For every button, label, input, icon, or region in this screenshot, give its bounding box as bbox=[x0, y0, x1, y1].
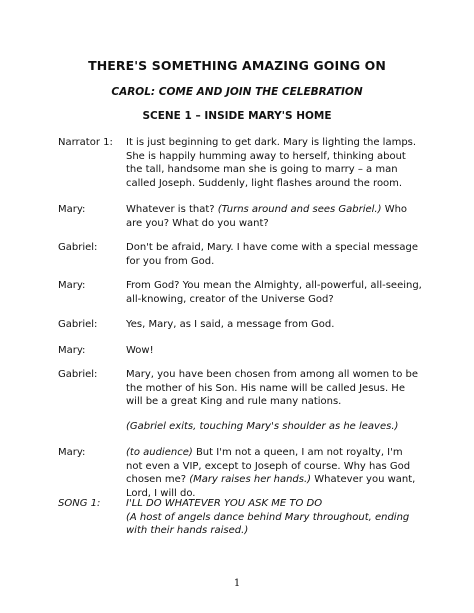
speech-text bbox=[126, 344, 422, 358]
song-label: SONG 1: bbox=[58, 498, 101, 509]
speech-segment: Whatever is that? bbox=[126, 204, 218, 215]
speech-text bbox=[126, 368, 422, 409]
speech-text bbox=[126, 446, 422, 500]
speech-segment: But I'm not a queen, I am not royalty, I'm not even a VIP, except to Joseph of course. Why has God chosen me? bbox=[126, 447, 411, 486]
speaker-label: Mary: bbox=[58, 345, 86, 356]
speaker-label: Mary: bbox=[58, 447, 86, 458]
speech-segment: It is just beginning to get dark. Mary is lighting the lamps. She is happily humming away to herself, thinking about the tall, handsome man she is going to marry – a man called Joseph. Suddenly, light flashes around the room. bbox=[126, 137, 417, 189]
speech-segment: Who are you? What do you want? bbox=[126, 204, 408, 229]
stage-direction: (to audience) bbox=[126, 447, 193, 458]
speech-text bbox=[126, 241, 422, 268]
speaker-label: Gabriel: bbox=[58, 242, 98, 253]
speech-segment: From God? You mean the Almighty, all-powerful, all-seeing, all-knowing, creator of the Universe God? bbox=[126, 280, 422, 305]
speaker-label: Gabriel: bbox=[58, 319, 98, 330]
speech-segment: Mary, you have been chosen from among all women to be the mother of his Son. His name will be called Jesus. He will be a great King and rule many nations. bbox=[126, 369, 419, 408]
speech-text bbox=[126, 136, 422, 190]
carol-subtitle: CAROL: COME AND JOIN THE CELEBRATION bbox=[111, 86, 363, 98]
speech-segment: Whatever you want, Lord, I will do. bbox=[126, 474, 416, 499]
speech-segment: Wow! bbox=[126, 345, 154, 356]
song-title: I'LL DO WHATEVER YOU ASK ME TO DO bbox=[126, 498, 323, 509]
document-title: THERE'S SOMETHING AMAZING GOING ON bbox=[88, 58, 386, 73]
stage-direction: (Gabriel exits, touching Mary's shoulder as he leaves.) bbox=[126, 421, 399, 432]
scene-heading: SCENE 1 – INSIDE MARY'S HOME bbox=[142, 110, 332, 122]
stage-direction: (Mary raises her hands.) bbox=[189, 474, 312, 486]
speaker-label: Narrator 1: bbox=[58, 137, 113, 148]
page-number: 1 bbox=[233, 578, 241, 589]
speaker-label: Mary: bbox=[58, 280, 86, 291]
stage-direction: (A host of angels dance behind Mary throughout, ending with their hands raised.) bbox=[126, 511, 410, 537]
speech-text bbox=[126, 279, 422, 306]
speech-text bbox=[126, 318, 422, 332]
speech-text bbox=[126, 203, 422, 230]
speech-text bbox=[126, 420, 422, 434]
speech-segment: Yes, Mary, as I said, a message from God. bbox=[126, 319, 335, 330]
speech-segment: Don't be afraid, Mary. I have come with a special message for you from God. bbox=[126, 242, 419, 267]
speaker-label: Gabriel: bbox=[58, 369, 98, 380]
song-text bbox=[126, 497, 422, 538]
stage-direction: (Turns around and sees Gabriel.) bbox=[217, 204, 382, 215]
speaker-label: Mary: bbox=[58, 204, 86, 215]
